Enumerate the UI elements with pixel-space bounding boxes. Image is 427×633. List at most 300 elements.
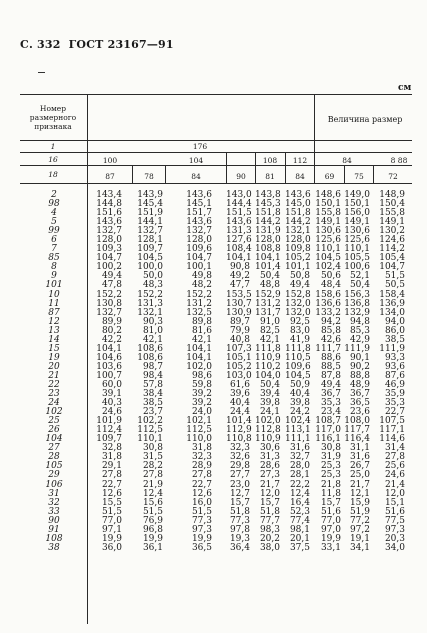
- table-cell: 105,2: [226, 361, 252, 372]
- table-cell: 111,8: [285, 343, 311, 354]
- table-cell: 32,7: [289, 452, 310, 463]
- table-cell: 22,7: [191, 479, 212, 490]
- table-cell: 39,1: [101, 389, 122, 400]
- table-cell: 132,1: [285, 226, 311, 237]
- table-cell: 35,3: [384, 398, 405, 409]
- table-cell: 150,4: [379, 199, 405, 210]
- table-cell: 31,5: [142, 452, 163, 463]
- table-cell: 134,0: [379, 307, 405, 318]
- table-cell: 149,0: [344, 190, 370, 200]
- size-number: 32: [48, 497, 60, 508]
- table-cell: 20,1: [289, 533, 310, 544]
- table-cell: 50,0: [142, 271, 163, 282]
- table-cell: 93,6: [384, 361, 405, 372]
- table-cell: 132,0: [285, 298, 311, 309]
- table-cell: 131,2: [255, 298, 281, 309]
- table-cell: 143,8: [255, 190, 281, 200]
- table-cell: 30,6: [259, 443, 280, 454]
- table-cell: 23,6: [349, 407, 370, 418]
- table-cell: 108,6: [137, 352, 163, 363]
- page-header: [20, 38, 174, 51]
- value-column: [285, 191, 310, 553]
- table-cell: 104,1: [186, 352, 212, 363]
- table-cell: 103,6: [96, 361, 122, 372]
- table-cell: 110,1: [137, 434, 163, 445]
- table-cell: 24,0: [191, 407, 212, 418]
- table-cell: 94,0: [384, 316, 405, 327]
- table-cell: 51,8: [229, 506, 250, 517]
- table-cell: 15,9: [349, 497, 370, 508]
- table-cell: 21,7: [349, 479, 370, 490]
- table-cell: 125,6: [344, 235, 370, 246]
- table-cell: 104,1: [186, 343, 212, 354]
- table-cell: 112,9: [226, 425, 252, 436]
- table-cell: 20,3: [384, 533, 405, 544]
- header-rule-4: [20, 183, 412, 184]
- table-cell: 144,8: [96, 199, 122, 210]
- table-cell: 15,7: [259, 497, 280, 508]
- table-cell: 130,2: [379, 226, 405, 237]
- size-number: 99: [48, 226, 60, 237]
- row18-value: 75: [354, 172, 364, 181]
- table-cell: 12,6: [101, 488, 122, 499]
- table-cell: 20,2: [259, 533, 280, 544]
- row16-value: 100: [102, 156, 118, 165]
- table-cell: 149,1: [344, 217, 370, 228]
- size-number: 87: [48, 307, 60, 318]
- table-cell: 32,3: [229, 443, 250, 454]
- table-cell: 158,6: [315, 289, 341, 300]
- table-cell: 101,1: [285, 262, 311, 273]
- table-cell: 50,4: [349, 280, 370, 291]
- table-cell: 81,0: [142, 325, 163, 336]
- size-number: 28: [48, 452, 60, 463]
- table-cell: 109,6: [285, 361, 311, 372]
- table-cell: 89,8: [191, 316, 212, 327]
- table-cell: 153,5: [226, 289, 252, 300]
- table-cell: 38,5: [142, 398, 163, 409]
- table-cell: 48,3: [142, 280, 163, 291]
- table-cell: 116,1: [315, 434, 341, 445]
- table-cell: 128,0: [255, 235, 281, 246]
- size-number: 9: [51, 271, 57, 282]
- table-cell: 23,7: [142, 407, 163, 418]
- table-cell: 27,8: [101, 470, 122, 481]
- table-cell: 132,9: [344, 307, 370, 318]
- table-cell: 21,9: [142, 479, 163, 490]
- table-cell: 151,6: [96, 208, 122, 219]
- table-cell: 42,1: [191, 334, 212, 345]
- table-cell: 110,9: [255, 434, 281, 445]
- table-cell: 87,8: [320, 370, 341, 381]
- table-cell: 144,2: [255, 217, 281, 228]
- table-cell: 102,2: [137, 416, 163, 427]
- table-cell: 35,9: [384, 389, 405, 400]
- table-cell: 19,9: [101, 533, 122, 544]
- table-cell: 97,3: [384, 524, 405, 535]
- table-cell: 46,9: [384, 379, 405, 390]
- table-cell: 23,4: [320, 407, 341, 418]
- table-cell: 35,3: [320, 398, 341, 409]
- table-cell: 104,0: [255, 370, 281, 381]
- table-cell: 22,7: [384, 407, 405, 418]
- table-cell: 39,2: [191, 398, 212, 409]
- table-cell: 127,6: [226, 235, 252, 246]
- table-cell: 150,1: [315, 199, 341, 210]
- table-cell: 152,2: [186, 289, 212, 300]
- row18-value: 90: [236, 172, 246, 181]
- table-cell: 36,7: [349, 389, 370, 400]
- table-cell: 145,3: [255, 199, 281, 210]
- table-cell: 88,8: [349, 370, 370, 381]
- size-number: 102: [45, 407, 63, 418]
- table-cell: 110,9: [255, 352, 281, 363]
- table-cell: 143,6: [96, 217, 122, 228]
- table-cell: 50,5: [384, 280, 405, 291]
- table-cell: 117,1: [379, 425, 405, 436]
- table-cell: 108,8: [255, 244, 281, 255]
- table-cell: 27,3: [259, 470, 280, 481]
- size-number: 91: [48, 524, 60, 535]
- header-rule-2: [20, 152, 412, 153]
- table-cell: 117,7: [344, 425, 370, 436]
- table-cell: 82,5: [259, 325, 280, 336]
- table-cell: 28,0: [289, 461, 310, 472]
- size-number: 8: [51, 262, 57, 273]
- table-cell: 15,5: [101, 497, 122, 508]
- table-cell: 132,7: [96, 307, 122, 318]
- table-cell: 85,3: [349, 325, 370, 336]
- table-cell: 104,1: [226, 253, 252, 264]
- table-cell: 50,4: [259, 379, 280, 390]
- table-cell: 104,5: [285, 370, 311, 381]
- table-cell: 77,5: [384, 515, 405, 526]
- table-cell: 31,8: [101, 452, 122, 463]
- size-number: 22: [48, 379, 60, 390]
- table-cell: 51,5: [142, 506, 163, 517]
- table-cell: 102,4: [315, 262, 341, 273]
- table-cell: 79,9: [229, 325, 250, 336]
- table-cell: 28,2: [142, 461, 163, 472]
- table-cell: 86,0: [384, 325, 405, 336]
- table-cell: 148,9: [379, 190, 405, 200]
- table-cell: 39,4: [259, 389, 280, 400]
- table-cell: 16,0: [191, 497, 212, 508]
- table-cell: 148,6: [315, 190, 341, 200]
- table-cell: 28,6: [259, 461, 280, 472]
- table-cell: 49,2: [229, 271, 250, 282]
- table-cell: 25,3: [320, 470, 341, 481]
- table-cell: 34,0: [384, 542, 405, 553]
- table-cell: 143,4: [96, 190, 122, 200]
- table-cell: 49,4: [289, 280, 310, 291]
- table-cell: 27,7: [229, 470, 250, 481]
- table-cell: 143,6: [186, 217, 212, 228]
- dash-mark: [38, 72, 45, 73]
- table-cell: 12,4: [289, 488, 310, 499]
- table-cell: 16,4: [289, 497, 310, 508]
- table-cell: 36,5: [191, 542, 212, 553]
- table-cell: 98,1: [289, 524, 310, 535]
- table-cell: 145,0: [285, 199, 311, 210]
- table-cell: 111,9: [379, 343, 405, 354]
- table-cell: 132,1: [137, 307, 163, 318]
- table-cell: 108,6: [137, 343, 163, 354]
- table-cell: 81,6: [191, 325, 212, 336]
- table-cell: 36,5: [349, 398, 370, 409]
- table-cell: 102,1: [186, 416, 212, 427]
- row-label-16: 16: [48, 155, 58, 164]
- row18-value: 69: [324, 172, 335, 181]
- table-cell: 47,8: [101, 280, 122, 291]
- table-cell: 31,6: [349, 452, 370, 463]
- table-cell: 109,7: [96, 434, 122, 445]
- table-cell: 77,3: [229, 515, 250, 526]
- table-cell: 36,4: [229, 542, 250, 553]
- table-cell: 80,2: [101, 325, 122, 336]
- table-cell: 143,6: [186, 190, 212, 200]
- table-cell: 51,6: [384, 506, 405, 517]
- row18-value: 87: [105, 172, 115, 181]
- table-cell: 24,6: [101, 407, 122, 418]
- table-cell: 15,7: [320, 497, 341, 508]
- col-divider: [165, 165, 166, 183]
- row1-value: 176: [192, 142, 208, 151]
- table-cell: 114,2: [379, 244, 405, 255]
- size-number: 20: [48, 361, 60, 372]
- table-cell: 144,4: [226, 199, 252, 210]
- table-cell: 131,7: [255, 307, 281, 318]
- table-top-rule: [20, 94, 412, 95]
- table-cell: 15,7: [229, 497, 250, 508]
- table-cell: 110,1: [315, 244, 341, 255]
- table-cell: 131,2: [186, 298, 212, 309]
- table-cell: 128,0: [186, 235, 212, 246]
- table-cell: 49,4: [320, 379, 341, 390]
- table-cell: 156,0: [344, 208, 370, 219]
- table-cell: 116,4: [344, 434, 370, 445]
- table-cell: 109,3: [96, 244, 122, 255]
- table-cell: 22,2: [289, 479, 310, 490]
- table-cell: 27,8: [142, 470, 163, 481]
- table-cell: 132,7: [137, 226, 163, 237]
- size-number: 12: [48, 316, 60, 327]
- table-cell: 149,1: [315, 217, 341, 228]
- size-number: 101: [45, 280, 63, 291]
- row-label-18: 18: [48, 170, 58, 179]
- table-cell: 23,0: [229, 479, 250, 490]
- table-cell: 97,1: [101, 524, 122, 535]
- table-cell: 125,6: [315, 235, 341, 246]
- table-cell: 105,4: [379, 253, 405, 264]
- size-number: 90: [48, 515, 60, 526]
- size-number: 106: [45, 479, 63, 490]
- table-cell: 90,1: [349, 352, 370, 363]
- table-cell: 38,5: [384, 334, 405, 345]
- table-cell: 145,1: [186, 199, 212, 210]
- table-cell: 19,9: [320, 533, 341, 544]
- value-column: [133, 191, 163, 553]
- table-cell: 25,0: [349, 470, 370, 481]
- table-cell: 130,6: [344, 226, 370, 237]
- table-cell: 88,6: [320, 352, 341, 363]
- col-divider: [314, 94, 315, 183]
- table-cell: 97,0: [320, 524, 341, 535]
- table-cell: 130,8: [96, 298, 122, 309]
- size-number: 108: [45, 533, 63, 544]
- table-cell: 158,4: [379, 289, 405, 300]
- table-cell: 12,4: [142, 488, 163, 499]
- table-cell: 50,8: [289, 271, 310, 282]
- table-cell: 77,2: [349, 515, 370, 526]
- table-cell: 128,0: [285, 235, 311, 246]
- table-cell: 27,8: [384, 452, 405, 463]
- table-cell: 104,1: [255, 253, 281, 264]
- table-cell: 50,4: [259, 271, 280, 282]
- table-cell: 50,6: [320, 271, 341, 282]
- size-number: 104: [45, 434, 63, 445]
- table-cell: 39,8: [289, 398, 310, 409]
- table-cell: 51,8: [259, 506, 280, 517]
- table-cell: 28,9: [191, 461, 212, 472]
- table-cell: 19,9: [191, 533, 212, 544]
- row18-value: 84: [191, 172, 201, 181]
- table-cell: 131,3: [137, 298, 163, 309]
- table-cell: 111,1: [285, 434, 311, 445]
- table-cell: 32,6: [229, 452, 250, 463]
- table-cell: 155,8: [315, 208, 341, 219]
- table-cell: 103,0: [226, 370, 252, 381]
- table-cell: 104,7: [186, 253, 212, 264]
- table-cell: 40,4: [229, 398, 250, 409]
- table-cell: 144,2: [285, 217, 311, 228]
- size-number: 19: [48, 352, 60, 363]
- table-cell: 12,1: [349, 488, 370, 499]
- table-cell: 47,7: [229, 280, 250, 291]
- table-cell: 107,5: [379, 416, 405, 427]
- table-cell: 59,8: [191, 379, 212, 390]
- table-cell: 90,2: [349, 361, 370, 372]
- table-cell: 25,3: [320, 461, 341, 472]
- document-title: ГОСТ 23167—91: [68, 38, 174, 51]
- size-number: 31: [48, 488, 60, 499]
- table-cell: 136,9: [379, 298, 405, 309]
- row16-value: 108: [262, 156, 278, 165]
- header-rule-1: [20, 140, 412, 141]
- table-cell: 109,6: [186, 244, 212, 255]
- table-cell: 112,4: [96, 425, 122, 436]
- table-cell: 12,0: [259, 488, 280, 499]
- size-number: 98: [48, 199, 60, 210]
- table-cell: 101,9: [96, 416, 122, 427]
- table-cell: 151,8: [285, 208, 311, 219]
- table-cell: 108,0: [344, 416, 370, 427]
- table-cell: 111,8: [255, 343, 281, 354]
- table-cell: 98,6: [191, 370, 212, 381]
- table-cell: 108,7: [315, 416, 341, 427]
- table-cell: 15,1: [384, 497, 405, 508]
- table-cell: 83,0: [289, 325, 310, 336]
- table-cell: 12,0: [384, 488, 405, 499]
- table-cell: 42,1: [259, 334, 280, 345]
- table-cell: 52,1: [349, 271, 370, 282]
- value-column: [373, 191, 405, 553]
- table-cell: 48,8: [259, 280, 280, 291]
- table-cell: 110,2: [255, 361, 281, 372]
- table-cell: 151,7: [186, 208, 212, 219]
- table-cell: 28,1: [289, 470, 310, 481]
- table-cell: 105,1: [226, 352, 252, 363]
- table-cell: 110,0: [186, 434, 212, 445]
- table-cell: 151,5: [226, 208, 252, 219]
- size-number: 29: [48, 470, 60, 481]
- table-cell: 51,5: [191, 506, 212, 517]
- size-number: 23: [48, 389, 60, 400]
- table-cell: 24,2: [289, 407, 310, 418]
- table-cell: 136,8: [344, 298, 370, 309]
- table-cell: 39,8: [259, 398, 280, 409]
- table-cell: 49,4: [101, 271, 122, 282]
- table-cell: 152,8: [285, 289, 311, 300]
- table-cell: 77,4: [289, 515, 310, 526]
- table-cell: 111,9: [344, 343, 370, 354]
- table-cell: 112,5: [186, 425, 212, 436]
- table-cell: 31,6: [289, 443, 310, 454]
- size-number: 6: [51, 235, 57, 246]
- table-cell: 77,0: [320, 515, 341, 526]
- table-cell: 48,4: [320, 280, 341, 291]
- table-cell: 144,1: [137, 217, 163, 228]
- table-cell: 97,3: [191, 524, 212, 535]
- table-cell: 151,8: [255, 208, 281, 219]
- size-number: 2: [51, 190, 57, 200]
- value-column: [90, 191, 122, 553]
- table-cell: 128,0: [96, 235, 122, 246]
- table-cell: 109,8: [285, 244, 311, 255]
- table-cell: 152,2: [96, 289, 122, 300]
- row16-value: 112: [292, 156, 308, 165]
- group-header: Величина размер: [327, 115, 403, 124]
- table-cell: 22,7: [101, 479, 122, 490]
- table-cell: 19,9: [142, 533, 163, 544]
- table-cell: 117,0: [315, 425, 341, 436]
- table-cell: 51,5: [101, 506, 122, 517]
- table-cell: 90,3: [142, 316, 163, 327]
- table-cell: 93,3: [384, 352, 405, 363]
- table-cell: 98,7: [142, 361, 163, 372]
- table-cell: 38,4: [142, 389, 163, 400]
- table-cell: 101,4: [255, 262, 281, 273]
- table-cell: 155,8: [379, 208, 405, 219]
- table-cell: 25,6: [384, 461, 405, 472]
- table-cell: 87,6: [384, 370, 405, 381]
- table-cell: 105,2: [285, 253, 311, 264]
- table-cell: 40,4: [289, 389, 310, 400]
- table-cell: 98,3: [259, 524, 280, 535]
- table-cell: 42,6: [320, 334, 341, 345]
- size-number: 38: [48, 542, 60, 553]
- table-cell: 130,7: [226, 298, 252, 309]
- table-cell: 77,0: [101, 515, 122, 526]
- table-cell: 136,6: [315, 298, 341, 309]
- table-cell: 101,4: [226, 416, 252, 427]
- table-cell: 36,7: [320, 389, 341, 400]
- table-cell: 41,9: [289, 334, 310, 345]
- table-cell: 77,7: [259, 515, 280, 526]
- table-cell: 76,9: [142, 515, 163, 526]
- table-cell: 104,5: [315, 253, 341, 264]
- table-cell: 143,9: [137, 190, 163, 200]
